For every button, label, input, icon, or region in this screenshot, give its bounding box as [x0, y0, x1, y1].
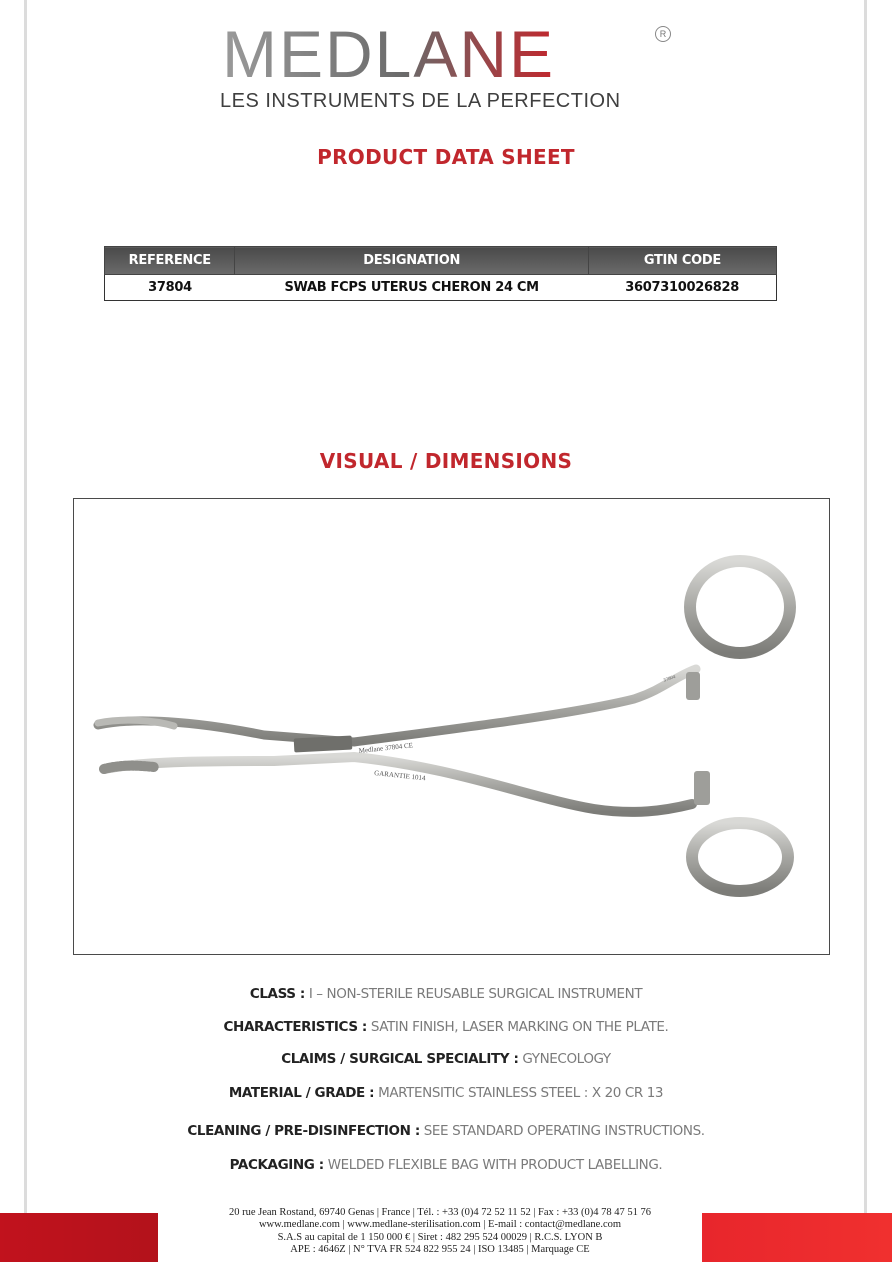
spec-material: [0, 1085, 892, 1101]
column-header-reference: REFERENCE: [105, 247, 235, 275]
spec-value: WELDED FLEXIBLE BAG WITH PRODUCT LABELLING.: [327, 1157, 663, 1173]
upper-finger-ring: [690, 561, 790, 653]
spec-label: CLEANING / PRE-DISINFECTION :: [187, 1123, 420, 1139]
upper-ratchet: [686, 672, 700, 700]
logo-wordmark-text: MEDLANE: [222, 22, 556, 82]
brand-tagline: LES INSTRUMENTS DE LA PERFECTION: [220, 90, 621, 112]
column-header-designation: DESIGNATION: [235, 247, 588, 275]
spec-label: CLASS :: [249, 986, 305, 1002]
spec-value: SEE STANDARD OPERATING INSTRUCTIONS.: [423, 1123, 705, 1139]
spec-claims: [0, 1051, 892, 1067]
forceps-illustration: [74, 499, 831, 956]
company-footer: [180, 1207, 700, 1256]
footer-registration: APE : 4646Z | N° TVA FR 524 822 955 24 | ISO 13485 | Marquage CE: [290, 1243, 590, 1255]
spec-characteristics: [0, 1019, 892, 1035]
column-header-gtin: GTIN CODE: [588, 247, 776, 275]
spec-value: I – NON-STERILE REUSABLE SURGICAL INSTRUMENT: [308, 986, 643, 1002]
reference-table: [104, 246, 777, 301]
lower-arm: [104, 757, 692, 812]
registered-mark: R: [655, 26, 671, 42]
footer-legal: S.A.S au capital de 1 150 000 € | Siret : 482 295 524 00029 | R.C.S. LYON B: [277, 1231, 603, 1243]
spec-label: CLAIMS / SURGICAL SPECIALITY :: [281, 1051, 519, 1067]
lower-finger-ring: [692, 823, 788, 891]
upper-arm: [98, 669, 696, 742]
footer-web-links: www.medlane.com | www.medlane-sterilisation.com | E-mail : contact@medlane.com: [258, 1219, 622, 1231]
marking-ring: 37804: [662, 674, 677, 684]
cell-designation: SWAB FCPS UTERUS CHERON 24 CM: [235, 275, 588, 301]
footer-accent-left: [0, 1213, 158, 1262]
visual-dimensions-title: VISUAL / DIMENSIONS: [319, 449, 573, 473]
spec-label: PACKAGING :: [229, 1157, 324, 1173]
marking-shank: Medlane 37804 CE: [358, 741, 414, 755]
marking-blade: GARANTIE 1014: [373, 769, 426, 783]
spec-value: SATIN FINISH, LASER MARKING ON THE PLATE.: [370, 1019, 669, 1035]
spec-value: GYNECOLOGY: [522, 1051, 611, 1067]
spec-label: CHARACTERISTICS :: [223, 1019, 367, 1035]
reference-table-header: [105, 247, 777, 275]
lower-jaw-serrated: [104, 766, 154, 769]
spec-cleaning: [0, 1123, 892, 1139]
product-image-frame: [73, 498, 830, 955]
product-data-sheet-title: PRODUCT DATA SHEET: [317, 145, 575, 169]
table-row: [105, 275, 777, 301]
spec-label: MATERIAL / GRADE :: [228, 1085, 375, 1101]
spec-value: MARTENSITIC STAINLESS STEEL : X 20 CR 13: [378, 1085, 664, 1101]
footer-accent-right: [702, 1213, 892, 1262]
spec-packaging: [0, 1157, 892, 1173]
spec-class: [0, 986, 892, 1002]
cell-gtin: 3607310026828: [588, 275, 776, 301]
lower-ratchet: [694, 771, 710, 805]
medlane-logo: [222, 22, 682, 82]
cell-reference: 37804: [105, 275, 235, 301]
logo-wordmark-graphic: [222, 22, 652, 82]
footer-address: 20 rue Jean Rostand, 69740 Genas | France | Tél. : +33 (0)4 72 52 11 52 | Fax : +33 (0)4 78 47 51 76: [228, 1207, 652, 1218]
